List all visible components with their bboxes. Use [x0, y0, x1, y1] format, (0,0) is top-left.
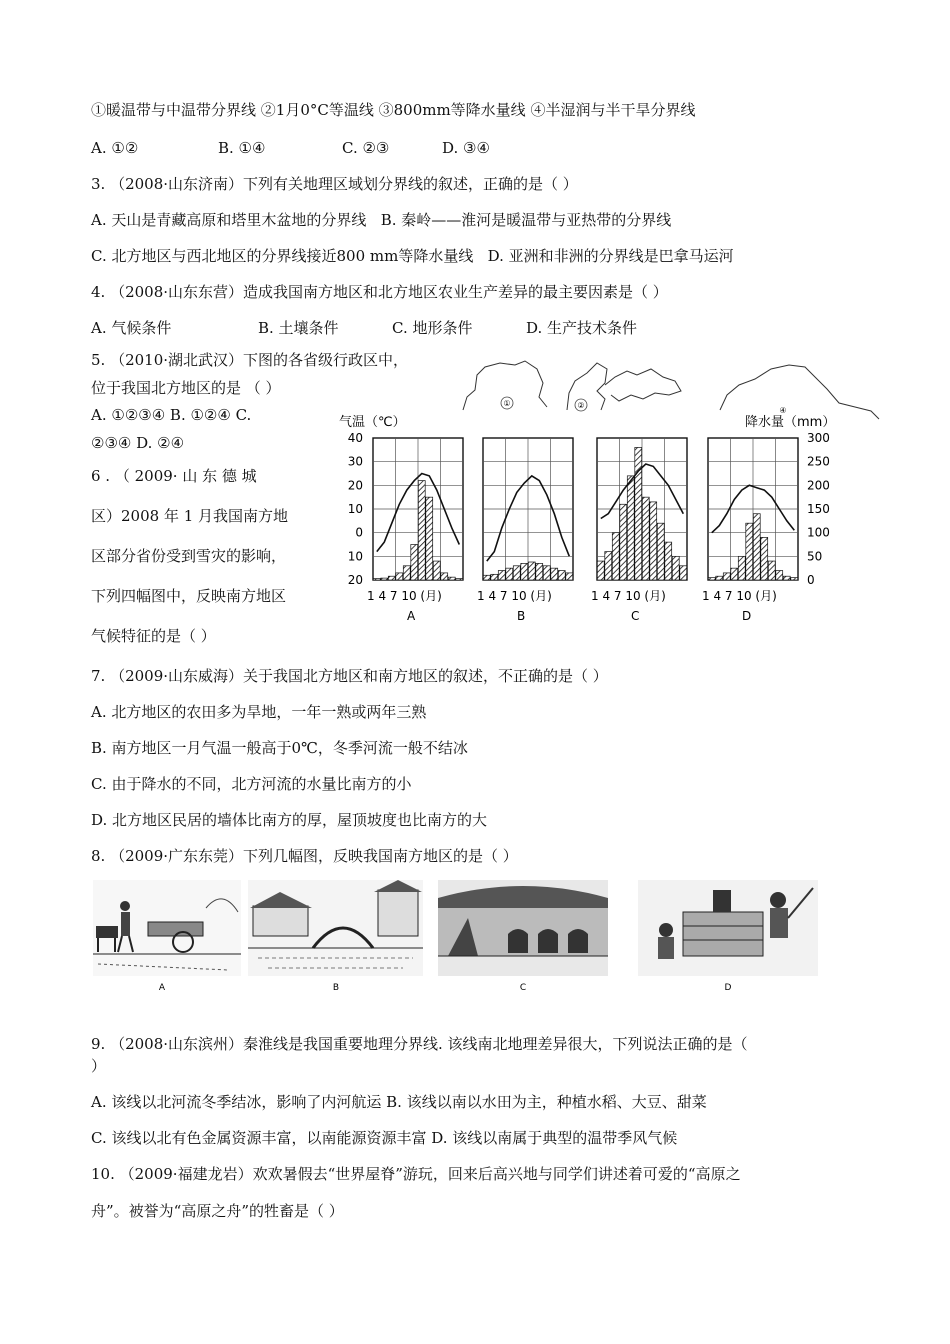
q3-choice-a: A. 天山是青藏高原和塔里木盆地的分界线	[91, 211, 367, 229]
precip-bar	[731, 568, 738, 580]
precip-bar	[403, 566, 410, 580]
precip-bar	[528, 562, 535, 580]
precip-bar	[506, 568, 513, 580]
panel-label: D	[742, 609, 752, 623]
precip-bar	[388, 576, 395, 580]
map-outline-3	[605, 369, 681, 401]
q7-stem: 7. （2009·山东威海）关于我国北方地区和南方地区的叙述，不正确的是（ ）	[91, 667, 608, 685]
q2-choice-d: D. ③④	[442, 139, 490, 157]
q4-choice-c: C. 地形条件	[392, 319, 473, 337]
precip-bar	[791, 578, 798, 580]
q6-line4: 下列四幅图中，反映南方地区	[91, 587, 287, 605]
q4-choice-d: D. 生产技术条件	[526, 319, 638, 337]
panel-label: A	[407, 609, 416, 623]
q3-choices-ab	[91, 210, 671, 230]
y-right-tick-label: 300	[807, 431, 830, 445]
precip-bar	[776, 571, 783, 580]
y-left-axis-title: 气温（℃）	[339, 415, 406, 430]
y-left-tick-label: 30	[347, 454, 363, 469]
precip-bar	[543, 566, 550, 580]
picture-b	[248, 880, 423, 993]
precip-bar	[456, 579, 463, 580]
precip-bar	[650, 502, 657, 580]
precip-bar	[597, 561, 604, 580]
q7-choice-b: B. 南方地区一月气温一般高于0℃，冬季河流一般不结冰	[91, 739, 468, 757]
picture-d	[638, 880, 818, 993]
precip-bar	[672, 556, 679, 580]
picture-c-label: C	[519, 983, 527, 993]
precip-bar	[396, 573, 403, 580]
y-left-tick-label: 10	[347, 502, 363, 516]
precip-bar	[433, 561, 440, 580]
precip-bar	[708, 578, 715, 580]
precip-bar	[657, 523, 664, 580]
climate-panel-c	[591, 438, 687, 623]
y-left-tick-label: 40	[347, 431, 363, 445]
precip-bar	[498, 571, 505, 580]
precip-bar	[738, 556, 745, 580]
q3-choices-cd	[91, 246, 734, 266]
climate-panel-a	[367, 438, 463, 623]
precip-bar	[746, 523, 753, 580]
y-left-ticks	[348, 431, 363, 587]
q7-choice-a: A. 北方地区的农田多为旱地，一年一熟或两年三熟	[91, 703, 427, 721]
climate-panel-b	[477, 438, 573, 623]
q4-choice-b: B. 土壤条件	[258, 319, 339, 337]
x-tick-labels: 1 4 7 10 (月)	[367, 589, 442, 603]
y-right-tick-label: 200	[807, 478, 830, 493]
y-right-tick-label: 150	[807, 502, 830, 516]
map-label-2: ②	[577, 401, 585, 410]
q7-choice-d: D. 北方地区民居的墙体比南方的厚，屋顶坡度也比南方的大	[91, 811, 488, 829]
q3-choice-d: D. 亚洲和非洲的分界线是巴拿马运河	[487, 247, 734, 265]
q2-options-line: ①暖温带与中温带分界线 ②1月0°C等温线 ③800mm等降水量线 ④半湿润与半干旱分界线	[91, 101, 696, 119]
q2-choice-c: C. ②③	[342, 139, 390, 157]
precip-bar	[761, 537, 768, 580]
q6-line1: 6 . （ 2009· 山 东 德 城	[91, 467, 257, 485]
x-tick-labels: 1 4 7 10 (月)	[702, 589, 777, 603]
precip-bar	[605, 552, 612, 580]
precip-bar	[716, 576, 723, 580]
y-right-tick-label: 0	[807, 573, 815, 587]
y-left-tick-label: 20	[347, 478, 363, 493]
precip-bar	[551, 568, 558, 580]
y-left-tick-label: 10	[347, 549, 363, 564]
y-right-tick-label: 50	[807, 549, 823, 564]
q6-line5: 气候特征的是（ ）	[91, 627, 216, 645]
q4-choice-a: A. 气候条件	[91, 319, 172, 337]
precip-bar	[566, 573, 573, 580]
q7-choice-c: C. 由于降水的不同，北方河流的水量比南方的小	[91, 775, 412, 793]
precip-bar	[635, 447, 642, 580]
precip-bar	[521, 563, 528, 580]
map-label-4: ④	[779, 406, 787, 415]
precip-bar	[665, 542, 672, 580]
x-tick-labels: 1 4 7 10 (月)	[591, 589, 666, 603]
precip-bar	[753, 514, 760, 580]
q8-stem: 8. （2009·广东东莞）下列几幅图，反映我国南方地区的是（ ）	[91, 847, 518, 865]
q5-line2: 位于我国北方地区的是 （ ）	[91, 379, 281, 397]
precip-bar	[620, 504, 627, 580]
precip-bar	[411, 545, 418, 581]
x-tick-labels: 1 4 7 10 (月)	[477, 589, 552, 603]
precip-bar	[448, 577, 455, 580]
precip-bar	[558, 571, 565, 580]
precip-bar	[723, 573, 730, 580]
y-right-ticks	[807, 431, 830, 587]
q3-choice-b: B. 秦岭——淮河是暖温带与亚热带的分界线	[380, 211, 672, 229]
y-right-tick-label: 100	[807, 525, 830, 540]
precip-bar	[418, 481, 425, 580]
q5-line4: ②③④ D. ②④	[91, 434, 185, 452]
precip-bar	[642, 497, 649, 580]
q2-choice-a: A. ①②	[91, 139, 139, 157]
picture-b-label: B	[332, 983, 340, 993]
precip-bar	[536, 563, 543, 580]
precip-bar	[768, 561, 775, 580]
precip-bar	[381, 578, 388, 580]
y-right-tick-label: 250	[807, 454, 830, 469]
panel-label: B	[517, 609, 526, 623]
q10-stem-line1: 10. （2009·福建龙岩）欢欢暑假去“世界屋脊”游玩，回来后高兴地与同学们讲述着可爱的“高原之	[91, 1165, 741, 1183]
q3-choice-c: C. 北方地区与西北地区的分界线接近800 mm等降水量线	[91, 247, 474, 265]
precip-bar	[612, 533, 619, 580]
panel-label: C	[631, 609, 640, 623]
precip-bar	[483, 575, 490, 580]
q4-stem: 4. （2008·山东东营）造成我国南方地区和北方地区农业生产差异的最主要因素是（ ）	[91, 283, 668, 301]
map-label-1: ①	[503, 399, 511, 408]
climate-panel-d	[702, 438, 798, 623]
q10-stem-line2: 舟”。被誉为“高原之舟”的牲畜是（ ）	[91, 1202, 344, 1220]
precip-bar	[373, 579, 380, 580]
picture-d-label: D	[724, 983, 732, 993]
chart-panels	[367, 438, 798, 623]
picture-a	[93, 880, 241, 993]
y-right-axis-title: 降水量（mm）	[745, 415, 835, 430]
q9-stem-line2: ）	[91, 1057, 107, 1075]
q5-line3: A. ①②③④ B. ①②④ C.	[91, 406, 252, 424]
q2-choice-b: B. ①④	[218, 139, 266, 157]
q9-choices-cd: C. 该线以北有色金属资源丰富，以南能源资源丰富 D. 该线以南属于典型的温带季风气候	[91, 1129, 678, 1147]
y-left-tick-label: 20	[347, 573, 363, 587]
precip-bar	[491, 574, 498, 580]
q9-choices-ab: A. 该线以北河流冬季结冰，影响了内河航运 B. 该线以南以水田为主，种植水稻、大豆、甜菜	[91, 1093, 707, 1111]
q6-line3: 区部分省份受到雪灾的影响，	[91, 547, 287, 565]
precip-bar	[513, 566, 520, 580]
q3-stem: 3. （2008·山东济南）下列有关地理区域划分界线的叙述，正确的是（ ）	[91, 175, 578, 193]
precip-bar	[627, 476, 634, 580]
q8-illustrations	[88, 878, 823, 993]
precip-bar	[426, 497, 433, 580]
y-left-tick-label: 0	[355, 525, 363, 540]
q9-stem-line1: 9. （2008·山东滨州）秦淮线是我国重要地理分界线. 该线南北地理差异很大，下列说法正确的是（	[91, 1035, 748, 1053]
precip-bar	[680, 566, 687, 580]
q5-line1: 5. （2010·湖北武汉）下图的各省级行政区中，	[91, 351, 409, 369]
precip-bar	[783, 576, 790, 580]
picture-c	[438, 880, 608, 993]
precip-bar	[441, 573, 448, 580]
q6-line2: 区）2008 年 1 月我国南方地	[91, 507, 289, 525]
picture-a-label: A	[158, 983, 166, 993]
climate-chart-figure	[335, 410, 835, 625]
